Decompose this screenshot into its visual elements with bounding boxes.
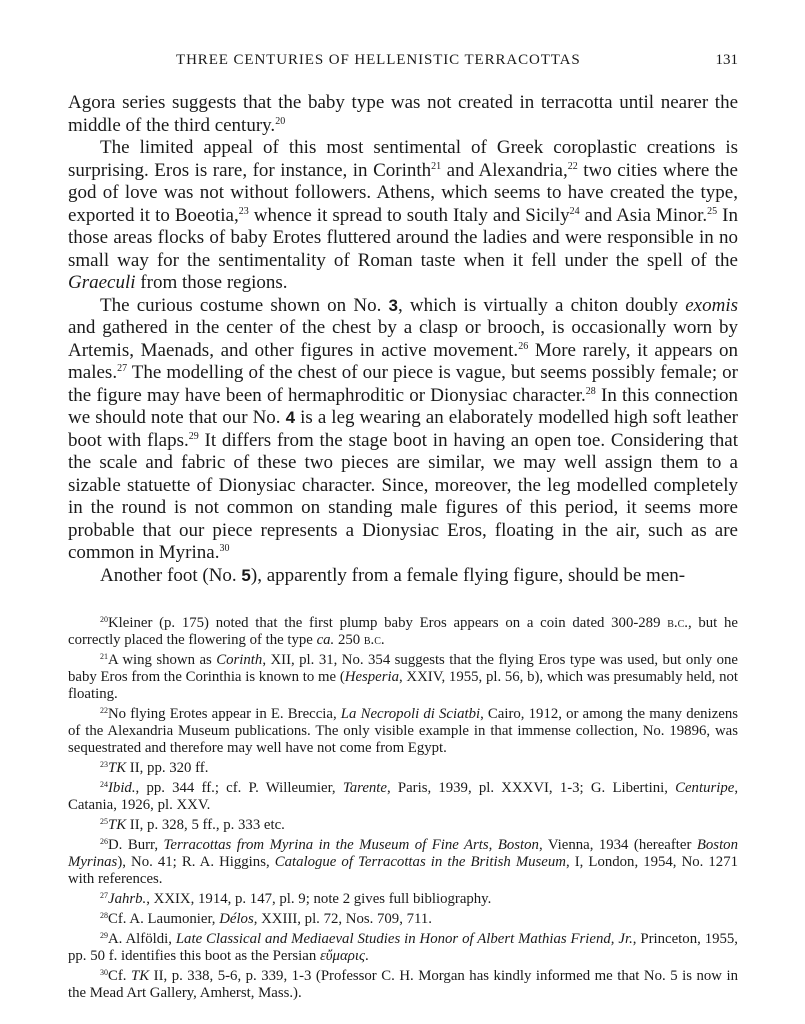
footnote-27: $^{27}$Jahrb., XXIX, 1914, p. 147, pl. 9; note 2 gives full bibliography. <box>100 891 492 907</box>
paragraph-2: The limited appeal of this most sentimental of Greek coroplastic creations is surprising. Eros is rare, for instance, in Corinth$^{21}$ and Alexandria,$^{22}$ two cities where the god of love was not without followers. Athens, which seems to have created the type, exported it to Boeotia,$^{23}$ whence it spread to south Italy and Sicily$^{24}$ and Asia Minor.$^{25}$ In those areas flocks of baby Erotes fluttered around the ladies and were responsible in no small way for the sentimentality of Roman taste when it fell under the spell of the Graeculi from those regions. <box>68 137 738 293</box>
paragraph-3: The curious costume shown on No. 3, which is virtually a chiton doubly exomis and gathered in the center of the chest by a clasp or brooch, is occasionally worn by Artemis, Maenads, and other figures in active movement.$^{26}$ More rarely, it appears on males.$^{27}$ The modelling of the chest of our piece is vague, but seems possibly female; or the figure may have been of hermaphroditic or Dionysiac character.$^{28}$ In this connection we should note that our No. 4 is a leg wearing an elaborately modelled high soft leather boot with flaps.$^{29}$ It differs from the stage boot in having an open toe. Considering that the scale and fabric of these two pieces are similar, we may well assign them to a sizable statuette of Dionysiac character. Since, moreover, the leg modelled completely in the round is not common on standing male figures of this period, it seems more probable that our piece represents a Dionysiac Eros, floating in the air, such as are common in Myrina.$^{30}$ <box>68 294 738 563</box>
page-number: 131 <box>715 52 738 68</box>
footnote-28: $^{28}$Cf. A. Laumonier, Délos, XXIII, pl. 72, Nos. 709, 711. <box>100 911 432 927</box>
page-header <box>68 52 738 74</box>
page <box>68 52 738 1005</box>
footnote-ref: 25 <box>707 205 718 217</box>
catalogue-number: 5 <box>241 565 251 585</box>
footnote-30: $^{30}$Cf. TK II, p. 338, 5-6, p. 339, 1-3 (Professor C. H. Morgan has kindly informed me that No. 5 is now in the Mead Art Gallery, Amherst, Mass.). <box>68 968 738 1001</box>
footnote-22: $^{22}$No flying Erotes appear in E. Breccia, La Necropoli di Sciatbi, Cairo, 1912, or among the many denizens of the Alexandria Museum publications. The only visible example in that immense collection, No. 19896, was sequestrated and therefore may well have not come from Egypt. <box>68 706 738 756</box>
footnote-24: $^{24}$Ibid., pp. 344 ff.; cf. P. Willeumier, Tarente, Paris, 1939, pl. XXXVI, 1-3; G. Libertini, Centuripe, Catania, 1926, pl. XXV. <box>68 780 739 813</box>
paragraph-1: Agora series suggests that the baby type was not created in terracotta until nearer the middle of the third century.$^{20}$ <box>68 92 738 136</box>
footnote-21: $^{21}$A wing shown as Corinth, XII, pl. 31, No. 354 suggests that the flying Eros type was used, but only one baby Eros from the Corinthia is known to me (Hesperia, XXIV, 1955, pl. 56, b), which was presumably held, not floating. <box>68 652 738 702</box>
footnote-23: $^{23}$TK II, pp. 320 ff. <box>100 760 209 776</box>
footnote-20: $^{20}$Kleiner (p. 175) noted that the first plump baby Eros appears on a coin dated 300-289 b.c., but he correctly placed the flowering of the type ca. 250 b.c. <box>68 615 738 648</box>
footnote-26: $^{26}$D. Burr, Terracottas from Myrina in the Museum of Fine Arts, Boston, Vienna, 1934 (hereafter Boston Myrinas), No. 41; R. A. Higgins, Catalogue of Terracottas in the British Museum, I, London, 1954, No. 1271 with references. <box>68 837 739 887</box>
footnote-ref: 22 <box>567 160 578 172</box>
footnote-29: $^{29}$A. Alföldi, Late Classical and Mediaeval Studies in Honor of Albert Mathias Friend, Jr., Princeton, 1955, pp. 50 f. identifies this boot as the Persian εὔμαρις. <box>68 931 738 964</box>
footnote-ref: 26 <box>518 340 529 352</box>
footnote-ref: 27 <box>117 363 128 374</box>
catalogue-number: 4 <box>285 408 296 427</box>
footnotes <box>68 615 738 1002</box>
footnote-ref: 24 <box>569 205 580 217</box>
footnote-ref: 23 <box>238 205 249 217</box>
footnote-ref: 20 <box>275 115 286 127</box>
body-text <box>68 92 738 587</box>
running-head: THREE CENTURIES OF HELLENISTIC TERRACOTTAS <box>176 52 581 68</box>
footnote-ref: 30 <box>219 543 230 554</box>
paragraph-4: Another foot (No. 5), apparently from a female flying figure, should be men- <box>100 564 686 586</box>
catalogue-number: 3 <box>388 295 398 315</box>
footnote-25: $^{25}$TK II, p. 328, 5 ff., p. 333 etc. <box>100 817 285 833</box>
footnote-ref: 21 <box>431 160 442 172</box>
footnote-ref: 28 <box>585 385 596 397</box>
footnote-ref: 29 <box>188 430 199 442</box>
